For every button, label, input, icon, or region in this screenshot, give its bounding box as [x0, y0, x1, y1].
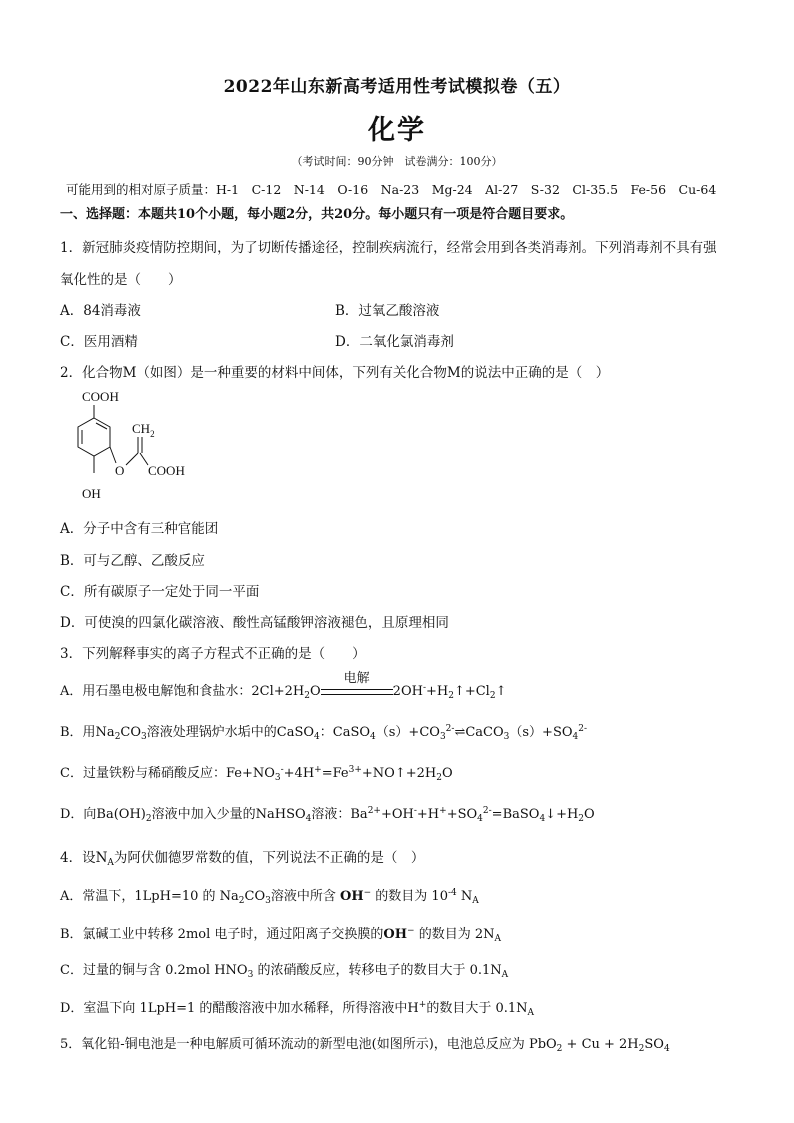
electrolysis-label: 电解: [343, 671, 370, 686]
label-ch2: $CH_2$: [132, 421, 155, 439]
q3-b-text: B．用Na: [60, 725, 115, 740]
q3-option-d: D．向$Ba(OH)_2$溶液中加入少量的NaHSO$_4$溶液：$Ba^{2+}+OH^-+H^++SO_4^{2-}=BaSO_4↓+H_2O$: [60, 806, 595, 824]
q5-stem-text: 5．氧化铅-铜电池是一种电解质可循环流动的新型电池(如图所示)，电池总反应为: [60, 1037, 525, 1052]
q3-option-b: B．用$Na_2CO_3$溶液处理锅炉水垢中的CaSO$_4$：$CaSO_4(s)+CO_3^{2-}\rightleftharpoons CaCO_3(s)+SO_4^{2-}$: [60, 724, 588, 742]
q3-a-text: A．用石墨电极电解饱和食盐水：2Cl+2H: [60, 684, 305, 699]
label-cooh-right: COOH: [148, 463, 185, 478]
q2-option-b: B．可与乙醇、乙酸反应: [60, 553, 205, 569]
q4-stem: 4．设$N_A$为阿伏伽德罗常数的值，下列说法不正确的是（ ）: [60, 850, 425, 868]
q3-option-a: A．用石墨电极电解饱和食盐水：$2Cl+2H_2O$ 电解 $2OH^-+H_2↑+Cl_2↑$: [60, 680, 506, 701]
structure-drawing: [70, 385, 210, 503]
exam-title: 2022年山东新高考适用性考试模拟卷（五）: [223, 77, 571, 97]
q4-a-text: A．常温下，1LpH=10 的: [60, 889, 216, 904]
q1-option-d: D．二氧化氯消毒剂: [335, 334, 454, 350]
q4-d-text: D．室温下向 1LpH=1 的醋酸溶液中加水稀释，所得溶液中H: [60, 1001, 419, 1016]
q4-option-a: A．常温下，1LpH=10 的 $Na_2CO_3$溶液中所含 OH− 的数目为 $10^{-4}$ $N_A$: [60, 888, 479, 906]
compound-m-structure: [70, 385, 210, 503]
section-heading: 一、选择题：本题共10个小题，每小题2分，共20分。每小题只有一项是符合题目要求。: [60, 207, 574, 222]
q1-stem-line1: 1．新冠肺炎疫情防控期间，为了切断传播途径，控制疾病流行，经常会用到各类消毒剂。下列消毒剂不具有强: [60, 240, 717, 256]
q4-option-b: B．氯碱工业中转移 2mol 电子时，通过阳离子交换膜的OH− 的数目为 $2N_A$: [60, 926, 501, 944]
q1-option-a: A．84消毒液: [60, 303, 141, 319]
exam-info: （考试时间：90分钟 试卷满分：100分）: [291, 155, 503, 168]
atomic-masses: 可能用到的相对原子质量：H-1 C-12 N-14 O-16 Na-23 Mg-24 Al-27 S-32 Cl-35.5 Fe-56 Cu-64: [66, 182, 717, 197]
q5-stem: 5．氧化铅-铜电池是一种电解质可循环流动的新型电池(如图所示)，电池总反应为 $PbO_2 + Cu + 2H_2SO_4$: [60, 1037, 670, 1054]
q2-option-d: D．可使溴的四氯化碳溶液、酸性高锰酸钾溶液褪色，且原理相同: [60, 615, 449, 631]
electrolysis-arrow: [321, 671, 393, 699]
q4-c-text: C．过量的铜与含 0.2mol: [60, 963, 211, 978]
q2-option-c: C．所有碳原子一定处于同一平面: [60, 584, 260, 600]
label-oh: OH: [82, 486, 101, 501]
q4-option-d: D．室温下向 1LpH=1 的醋酸溶液中加水稀释，所得溶液中H+的数目大于 $0.1N_A$: [60, 1000, 534, 1018]
q4-stem-rest: 为阿伏伽德罗常数的值，下列说法不正确的是（ ）: [113, 850, 425, 866]
label-cooh-top: COOH: [82, 389, 119, 404]
q3-stem: 3．下列解释事实的离子方程式不正确的是（ ）: [60, 646, 366, 662]
subject-title: 化学: [368, 115, 426, 146]
q4-option-c: C．过量的铜与含 0.2mol $HNO_3$ 的浓硝酸反应，转移电子的数目大于 $0.1N_A$: [60, 963, 509, 980]
label-o: O: [115, 463, 125, 478]
q4-b-text: B．氯碱工业中转移 2mol 电子时，通过阳离子交换膜的: [60, 927, 384, 942]
q1-stem-line2: 氧化性的是（ ）: [60, 272, 182, 288]
q1-option-c: C．医用酒精: [60, 334, 138, 350]
q4-stem-start: 4．设N: [60, 850, 108, 866]
q3-option-c: C．过量铁粉与稀硝酸反应：$Fe+NO_3^-+4H^+=Fe^{3+}+NO↑+2H_2O$: [60, 765, 453, 783]
q1-option-b: B．过氧乙酸溶液: [335, 303, 440, 319]
q2-option-a: A．分子中含有三种官能团: [60, 521, 219, 537]
q2-stem: 2．化合物M（如图）是一种重要的材料中间体，下列有关化合物M的说法中正确的是（ ）: [60, 365, 610, 381]
q3-c-text: C．过量铁粉与稀硝酸反应：Fe+NO: [60, 766, 275, 781]
q3-d-text: D．向Ba(OH): [60, 807, 146, 822]
